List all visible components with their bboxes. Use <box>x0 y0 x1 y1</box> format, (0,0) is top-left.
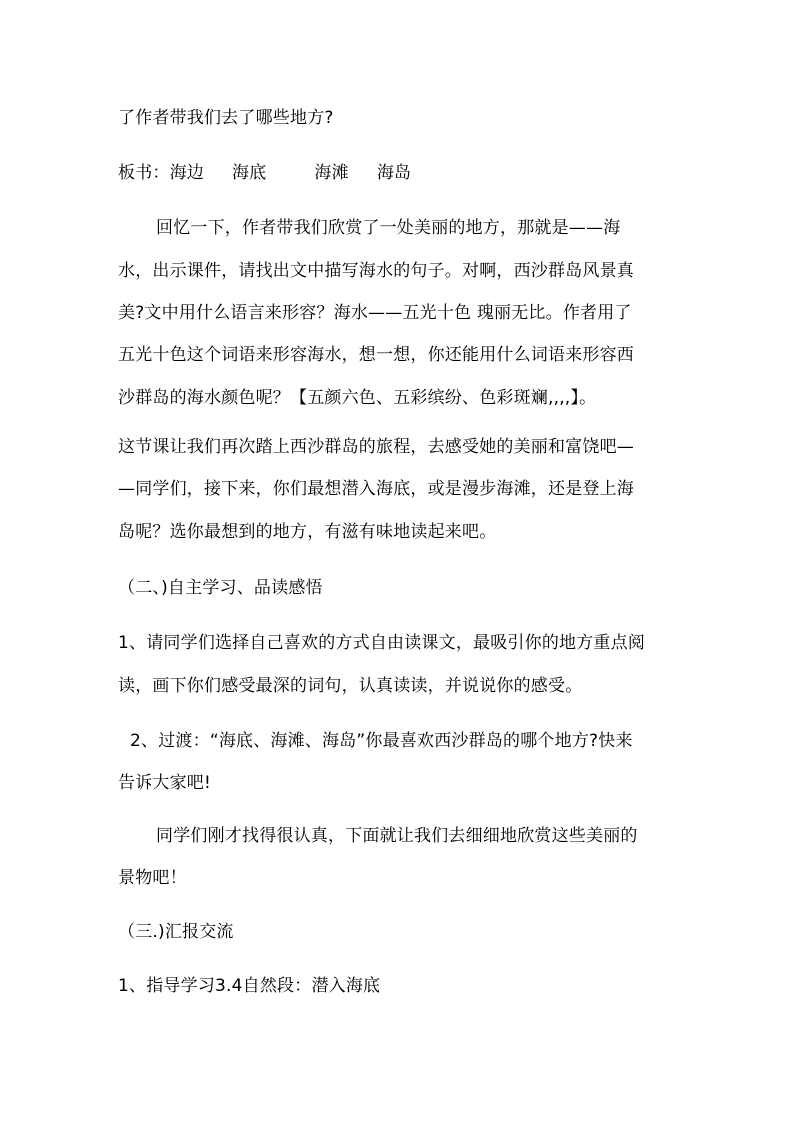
text-line: 1、指导学习3.4自然段：潜入海底 <box>118 976 381 996</box>
text-line: 回忆一下，作者带我们欣赏了一处美丽的地方，那就是——海 <box>156 218 621 238</box>
text-line: —同学们，接下来，你们最想潜入海底，或是漫步海滩，还是登上海 <box>118 479 634 499</box>
blackboard-item: 海底 <box>232 163 267 183</box>
text-line: 了作者带我们去了哪些地方? <box>118 108 334 128</box>
text-line: 2、过渡：“海底、海滩、海岛”你最喜欢西沙群岛的哪个地方?快来 <box>130 731 633 751</box>
blackboard-label: 板书：海边 <box>118 163 204 183</box>
text-line: 景物吧！ <box>118 868 187 888</box>
text-line: 同学们刚才找得很认真，下面就让我们去细细地欣赏这些美丽的 <box>156 826 638 846</box>
text-line: 告诉大家吧! <box>118 773 212 793</box>
text-line: 沙群岛的海水颜色呢？【五颜六色、五彩缤纷、色彩斑斓,,,,】。 <box>118 388 597 408</box>
text-line: 读，画下你们感受最深的词句，认真读读，并说说你的感受。 <box>118 676 583 696</box>
section-heading: （二、)自主学习、品读感悟 <box>118 578 323 598</box>
text-line: 1、请同学们选择自己喜欢的方式自由读课文，最吸引你的地方重点阅 <box>118 633 646 653</box>
blackboard-item: 海滩 <box>314 163 349 183</box>
blackboard-item: 海岛 <box>376 163 412 183</box>
text-line: 美?文中用什么语言来形容？海水——五光十色 瑰丽无比。作者用了 <box>118 303 632 323</box>
text-line: 这节课让我们再次踏上西沙群岛的旅程，去感受她的美丽和富饶吧— <box>118 437 634 457</box>
text-line: 五光十色这个词语来形容海水，想一想，你还能用什么词语来形容西 <box>118 345 634 365</box>
text-line: 岛呢？选你最想到的地方，有滋有味地读起来吧。 <box>118 522 497 542</box>
text-line: 水，出示课件，请找出文中描写海水的句子。对啊，西沙群岛风景真 <box>118 261 634 281</box>
section-heading: （三.)汇报交流 <box>118 922 234 942</box>
blackboard-line <box>118 163 411 183</box>
